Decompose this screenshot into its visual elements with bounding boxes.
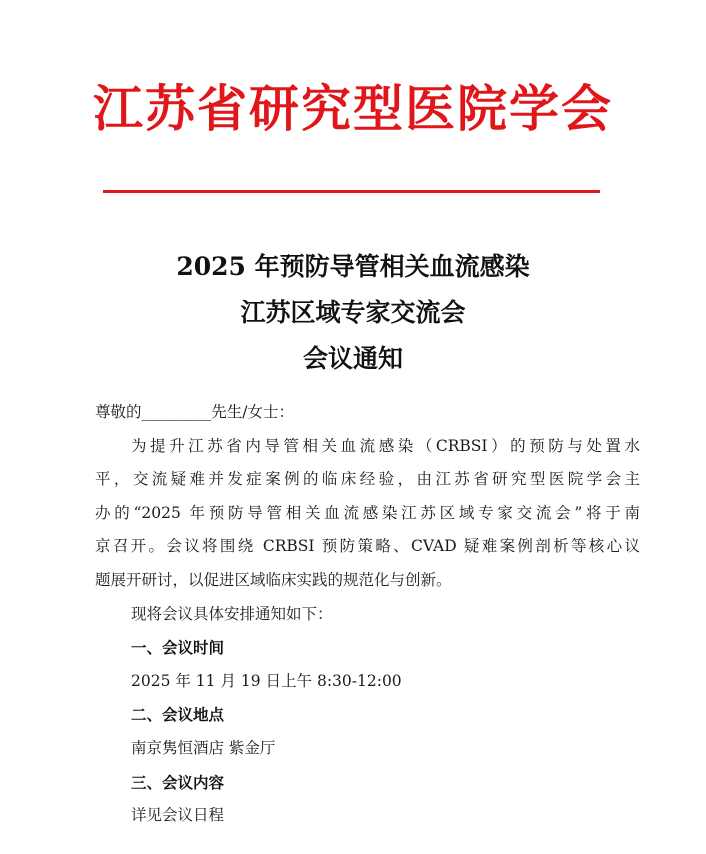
notice-title-line-1: 2025 年预防导管相关血流感染 — [176, 252, 530, 281]
notice-title-line-2: 江苏区域专家交流会 — [240, 298, 466, 327]
header-divider-line — [103, 190, 600, 193]
intro-line-1: 为提升江苏省内导管相关血流感染（CRBSI）的预防与处置水 — [131, 436, 640, 455]
section-location-heading: 二、会议地点 — [131, 705, 225, 725]
section-time-content: 2025 年 11 月 19 日上午 8:30-12:00 — [131, 671, 402, 690]
notice-title-line-3: 会议通知 — [302, 344, 403, 373]
intro-line-4: 京召开。会议将围绕 CRBSI 预防策略、CVAD 疑难案例剖析等核心议 — [95, 537, 640, 556]
salutation: 尊敬的_________先生/女士： — [95, 403, 294, 421]
organization-header: 江苏省研究型医院学会 — [93, 79, 613, 138]
arrangement-intro: 现将会议具体安排通知如下： — [131, 604, 333, 623]
section-time-heading: 一、会议时间 — [131, 638, 225, 658]
intro-line-2: 平，交流疑难并发症案例的临床经验，由江苏省研究型医院学会主 — [95, 470, 640, 489]
intro-line-5: 题展开研讨，以促进区域临床实践的规范化与创新。 — [95, 570, 452, 589]
section-content-content: 详见会议日程 — [131, 806, 225, 825]
section-content-heading: 三、会议内容 — [131, 772, 225, 792]
notice-title — [0, 244, 706, 382]
notice-body — [95, 396, 640, 833]
section-location-content: 南京隽恒酒店 紫金厅 — [131, 738, 276, 757]
intro-line-3: 办的“2025 年预防导管相关血流感染江苏区域专家交流会”将于南 — [95, 503, 640, 522]
